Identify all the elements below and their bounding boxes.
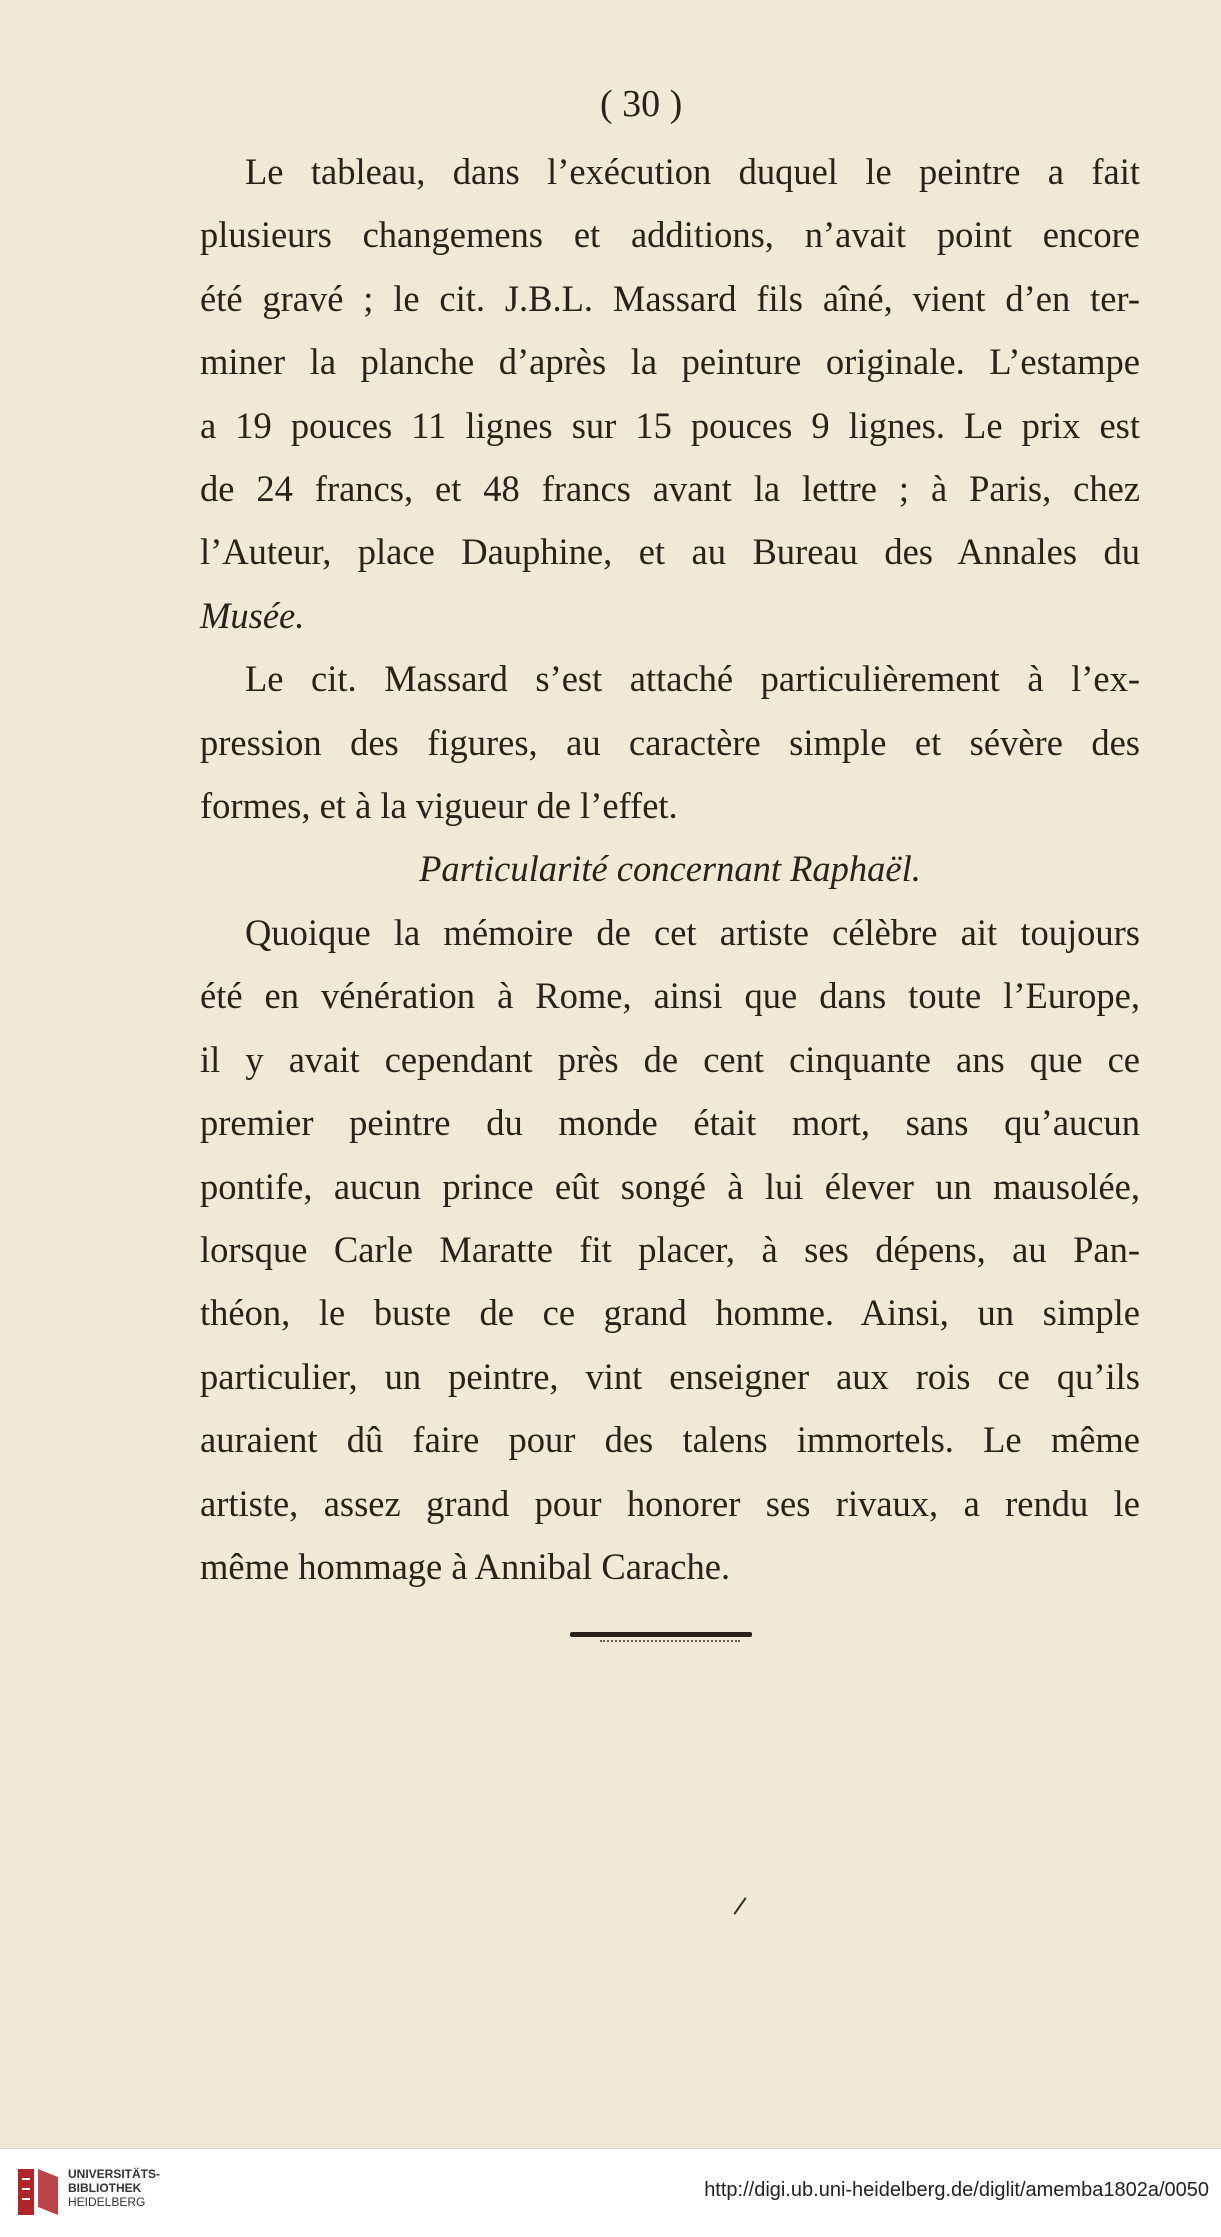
text-line: de 24 francs, et 48 francs avant la lettre ; à Paris, chez [200, 468, 1140, 510]
text-line: même hommage à Annibal Carache. [200, 1545, 731, 1587]
paragraph-1 [200, 140, 1140, 647]
text-line: été en vénération à Rome, ainsi que dans toute l’Europe, [200, 975, 1140, 1017]
library-name [68, 2167, 160, 2209]
text-line: artiste, assez grand pour honorer ses rivaux, a rendu le [200, 1482, 1140, 1524]
text-line: plusieurs changemens et additions, n’avait point encore [200, 214, 1140, 256]
text-line: pontife, aucun prince eût songé à lui élever un mausolée, [200, 1165, 1140, 1207]
text-line: Quoique la mémoire de cet artiste célèbre ait toujours [245, 911, 1140, 953]
paragraph-2 [200, 647, 1140, 837]
library-name-line: UNIVERSITÄTS- [68, 2167, 161, 2181]
text-line: Le cit. Massard s’est attaché particulièrement à l’ex- [245, 658, 1140, 700]
text-line: il y avait cependant près de cent cinquante ans que ce [200, 1038, 1140, 1080]
text-line: premier peintre du monde était mort, sans qu’aucun [200, 1102, 1140, 1144]
section-heading: Particularité concernant Raphaël. [419, 848, 921, 890]
text-line: pression des figures, au caractère simple et sévère des [200, 721, 1140, 763]
text-line: particulier, un peintre, vint enseigner aux rois ce qu’ils [200, 1355, 1140, 1397]
text-line: lorsque Carle Maratte fit placer, à ses dépens, au Pan- [200, 1228, 1140, 1270]
library-logo-icon [12, 2163, 64, 2221]
pen-mark [733, 1897, 746, 1915]
text-line: auraient dû faire pour des talens immortels. Le même [200, 1419, 1140, 1461]
ornamental-dots [600, 1640, 740, 1645]
text-line: a 19 pouces 11 lignes sur 15 pouces 9 lignes. Le prix est [200, 404, 1140, 446]
body-text [200, 140, 1140, 1598]
page-number: ( 30 ) [600, 83, 683, 125]
library-name-line: HEIDELBERG [68, 2195, 146, 2209]
text-line: miner la planche d’après la peinture originale. L’estampe [200, 341, 1140, 383]
text-line: Musée. [200, 594, 305, 636]
library-name-line: BIBLIOTHEK [68, 2181, 142, 2195]
text-line: Le tableau, dans l’exécution duquel le peintre a fait [245, 151, 1140, 192]
source-url-link[interactable]: http://digi.ub.uni-heidelberg.de/diglit/amemba1802a/0050 [704, 2179, 1209, 2201]
text-line: formes, et à la vigueur de l’effet. [200, 785, 678, 827]
text-line: été gravé ; le cit. J.B.L. Massard fils aîné, vient d’en ter- [200, 277, 1140, 319]
text-line: l’Auteur, place Dauphine, et au Bureau des Annales du [200, 531, 1140, 573]
footer-bar [0, 2148, 1221, 2237]
text-line: théon, le buste de ce grand homme. Ainsi, un simple [200, 1292, 1140, 1334]
paragraph-3 [200, 901, 1140, 1598]
ornamental-rule [570, 1632, 752, 1637]
